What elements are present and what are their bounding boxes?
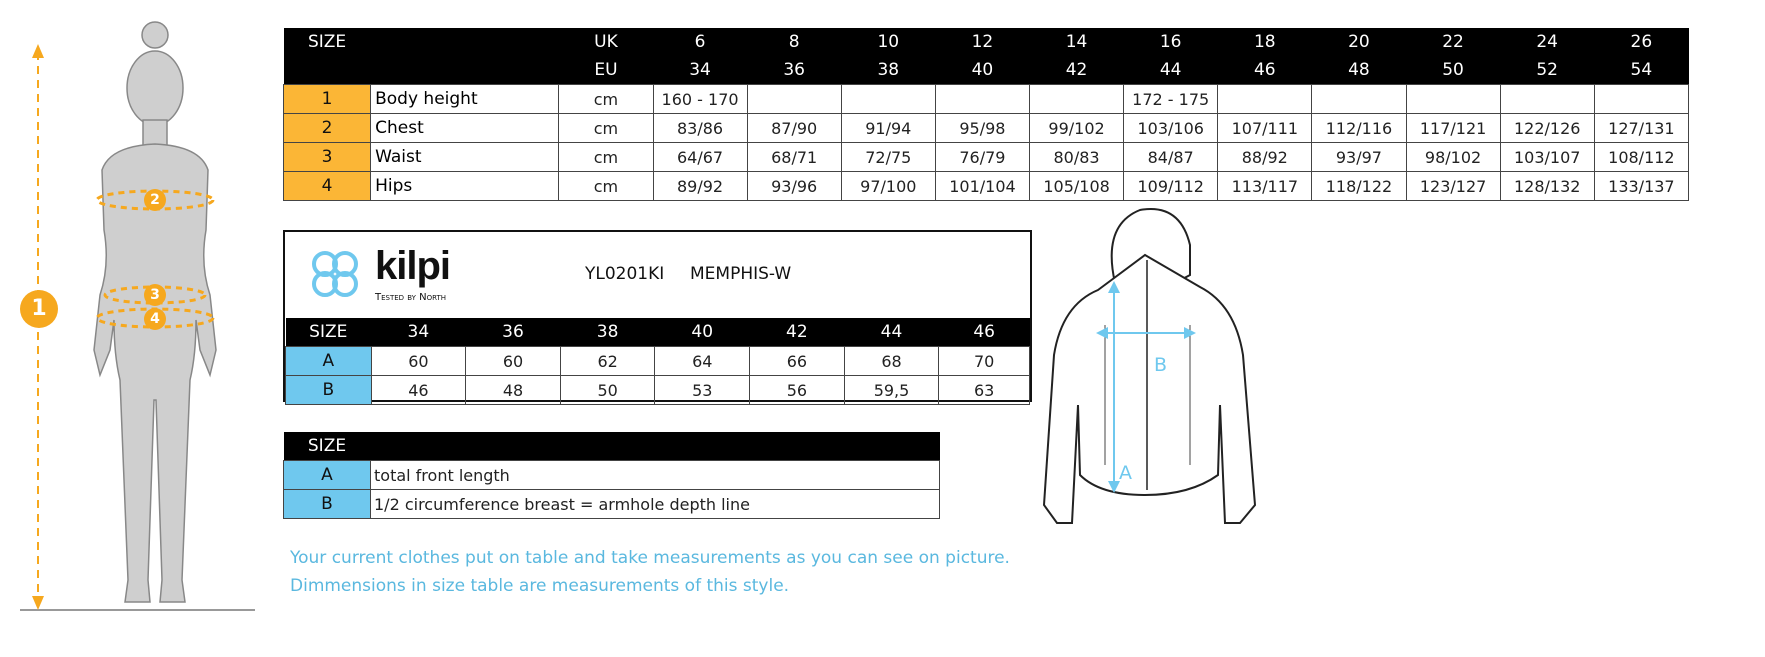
product-size: 46: [939, 318, 1030, 347]
product-size: 36: [466, 318, 561, 347]
measurement-cell: 113/117: [1218, 172, 1312, 201]
product-header: [285, 232, 1030, 318]
uk-label: UK: [559, 28, 653, 56]
measurement-row: [284, 143, 1689, 172]
hips-marker: [144, 308, 166, 330]
eu-size: 44: [1124, 56, 1218, 85]
jacket-drawing: [1040, 205, 1260, 545]
product-measure-row: [286, 376, 1030, 405]
measure-value: 62: [560, 347, 655, 376]
measurement-cell: 89/92: [653, 172, 747, 201]
measure-value: 56: [750, 376, 845, 405]
row-unit: cm: [559, 85, 653, 114]
product-table-body: [286, 347, 1030, 405]
measurement-cell: 101/104: [935, 172, 1029, 201]
measure-value: 48: [466, 376, 561, 405]
measurement-cell: [1500, 85, 1594, 114]
measurement-cell: 122/126: [1500, 114, 1594, 143]
eu-size-row: [284, 56, 1689, 85]
legend-desc: total front length: [371, 461, 940, 490]
uk-size: 8: [747, 28, 841, 56]
eu-size: 36: [747, 56, 841, 85]
measurement-cell: 103/107: [1500, 143, 1594, 172]
product-measure-row: [286, 347, 1030, 376]
row-label: Hips: [371, 172, 559, 201]
measurement-cell: 98/102: [1406, 143, 1500, 172]
measurement-cell: [1312, 85, 1406, 114]
row-number: 4: [284, 172, 371, 201]
hips-marker-label: 4: [150, 311, 160, 327]
eu-size: 48: [1312, 56, 1406, 85]
measurement-cell: 112/116: [1312, 114, 1406, 143]
measurement-cell: 103/106: [1124, 114, 1218, 143]
size-table-body: [284, 85, 1689, 201]
brand-tagline: Tested by North: [375, 292, 447, 303]
note-line: Dimmensions in size table are measurements of this style.: [290, 576, 790, 596]
measure-value: 68: [844, 347, 939, 376]
measurement-legend-table: [283, 432, 940, 519]
size-header: SIZE: [286, 318, 372, 347]
product-size-box: [283, 230, 1032, 402]
waist-marker: [144, 284, 166, 306]
row-number: 2: [284, 114, 371, 143]
row-unit: cm: [559, 172, 653, 201]
legend-row: [284, 490, 940, 519]
measurement-cell: 64/67: [653, 143, 747, 172]
row-label: Chest: [371, 114, 559, 143]
product-size: 44: [844, 318, 939, 347]
legend-row: [284, 461, 940, 490]
legend-key: A: [284, 461, 371, 490]
uk-size: 14: [1030, 28, 1124, 56]
measurement-cell: 160 - 170: [653, 85, 747, 114]
measurement-cell: [747, 85, 841, 114]
row-number: 1: [284, 85, 371, 114]
row-unit: cm: [559, 143, 653, 172]
measurement-cell: 68/71: [747, 143, 841, 172]
uk-size-row: [284, 28, 1689, 56]
eu-size: 38: [841, 56, 935, 85]
measurement-cell: 172 - 175: [1124, 85, 1218, 114]
measurement-cell: 97/100: [841, 172, 935, 201]
measurement-cell: [1218, 85, 1312, 114]
eu-size: 40: [935, 56, 1029, 85]
measurement-cell: 128/132: [1500, 172, 1594, 201]
product-size: 34: [371, 318, 466, 347]
uk-size: 10: [841, 28, 935, 56]
eu-size: 34: [653, 56, 747, 85]
eu-label: EU: [559, 56, 653, 85]
product-size: 42: [750, 318, 845, 347]
measurement-cell: 87/90: [747, 114, 841, 143]
product-code: YL0201KI: [585, 264, 665, 284]
eu-size: 46: [1218, 56, 1312, 85]
measurement-cell: 109/112: [1124, 172, 1218, 201]
uk-size: 24: [1500, 28, 1594, 56]
measurement-cell: 95/98: [935, 114, 1029, 143]
row-unit: cm: [559, 114, 653, 143]
measurement-row: [284, 172, 1689, 201]
measure-value: 70: [939, 347, 1030, 376]
measurement-cell: [1594, 85, 1688, 114]
product-size-table: [285, 318, 1030, 405]
measurement-cell: 118/122: [1312, 172, 1406, 201]
waist-marker-label: 3: [150, 287, 160, 303]
eu-size: 50: [1406, 56, 1500, 85]
measure-value: 60: [371, 347, 466, 376]
measurement-cell: [1030, 85, 1124, 114]
size-header: SIZE: [284, 432, 371, 461]
jacket-marker-b: B: [1154, 354, 1168, 376]
height-marker: [20, 290, 58, 328]
measurement-cell: 88/92: [1218, 143, 1312, 172]
jacket-marker-a: A: [1119, 462, 1132, 484]
measurement-cell: 84/87: [1124, 143, 1218, 172]
measurement-cell: 80/83: [1030, 143, 1124, 172]
size-table: [283, 28, 1689, 201]
measure-value: 59,5: [844, 376, 939, 405]
row-label: Body height: [371, 85, 559, 114]
measurement-row: [284, 85, 1689, 114]
measure-value: 64: [655, 347, 750, 376]
uk-size: 6: [653, 28, 747, 56]
chest-marker-label: 2: [150, 192, 160, 208]
measurement-row: [284, 114, 1689, 143]
measure-value: 53: [655, 376, 750, 405]
row-number: 3: [284, 143, 371, 172]
measurement-cell: [841, 85, 935, 114]
size-header: SIZE: [284, 28, 371, 56]
uk-size: 16: [1124, 28, 1218, 56]
row-label: Waist: [371, 143, 559, 172]
measurement-cell: 91/94: [841, 114, 935, 143]
chest-marker: [144, 189, 166, 211]
brand-name: kilpi: [375, 244, 451, 288]
measurement-cell: 107/111: [1218, 114, 1312, 143]
measurement-cell: 72/75: [841, 143, 935, 172]
measure-value: 60: [466, 347, 561, 376]
measurement-cell: 108/112: [1594, 143, 1688, 172]
measurement-cell: 133/137: [1594, 172, 1688, 201]
eu-size: 42: [1030, 56, 1124, 85]
eu-size: 54: [1594, 56, 1688, 85]
measurement-cell: 127/131: [1594, 114, 1688, 143]
measure-value: 46: [371, 376, 466, 405]
uk-size: 12: [935, 28, 1029, 56]
measurement-cell: [1406, 85, 1500, 114]
product-size: 38: [560, 318, 655, 347]
legend-header-row: [284, 432, 940, 461]
product-size-row: [286, 318, 1030, 347]
measurement-cell: 123/127: [1406, 172, 1500, 201]
measurement-cell: 99/102: [1030, 114, 1124, 143]
uk-size: 20: [1312, 28, 1406, 56]
measurement-cell: [935, 85, 1029, 114]
measure-value: 66: [750, 347, 845, 376]
kilpi-logo-icon: [303, 242, 367, 306]
height-marker-label: 1: [31, 296, 47, 321]
product-size: 40: [655, 318, 750, 347]
measurement-cell: 105/108: [1030, 172, 1124, 201]
measure-value: 50: [560, 376, 655, 405]
measurement-cell: 117/121: [1406, 114, 1500, 143]
note-line: Your current clothes put on table and take measurements as you can see on picture.: [290, 548, 1010, 568]
measure-key: A: [286, 347, 372, 376]
uk-size: 26: [1594, 28, 1688, 56]
measure-key: B: [286, 376, 372, 405]
uk-size: 22: [1406, 28, 1500, 56]
legend-key: B: [284, 490, 371, 519]
eu-size: 52: [1500, 56, 1594, 85]
measurement-cell: 83/86: [653, 114, 747, 143]
measurement-cell: 93/96: [747, 172, 841, 201]
measure-value: 63: [939, 376, 1030, 405]
uk-size: 18: [1218, 28, 1312, 56]
measurement-cell: 76/79: [935, 143, 1029, 172]
measurement-cell: 93/97: [1312, 143, 1406, 172]
product-name: MEMPHIS-W: [690, 264, 792, 284]
legend-desc: 1/2 circumference breast = armhole depth line: [371, 490, 940, 519]
